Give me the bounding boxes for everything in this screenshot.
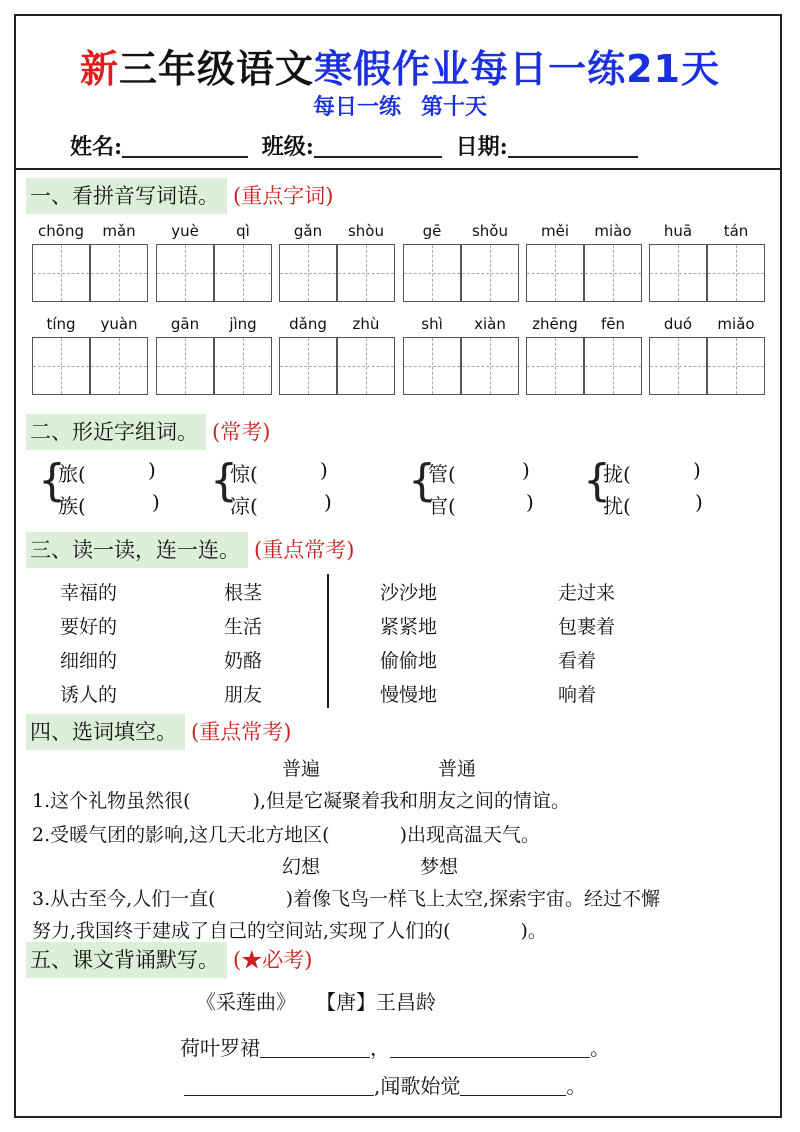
word-option: 幻想 [282, 856, 321, 878]
match-item: 紧紧地 [380, 616, 438, 638]
subtitle-day: 第十天 [421, 95, 488, 120]
title-black: 三年级语文 [119, 47, 315, 91]
header-divider [14, 168, 782, 170]
word-pair-top: 惊( ) [230, 458, 328, 486]
pinyin: tán [723, 222, 749, 240]
page-subtitle [0, 90, 800, 121]
section3-tag: (重点常考) [254, 538, 355, 562]
writing-box[interactable] [90, 244, 148, 302]
pinyin: dǎng [289, 315, 327, 333]
pinyin: xiàn [474, 315, 506, 333]
writing-box[interactable] [214, 244, 272, 302]
match-item: 响着 [558, 684, 597, 706]
answer-blank[interactable] [460, 1075, 566, 1096]
match-item: 奶酪 [224, 650, 263, 672]
match-item: 沙沙地 [380, 582, 438, 604]
pinyin: jìng [229, 315, 257, 333]
word-pair-bottom: 官( ) [428, 490, 534, 518]
writing-box[interactable] [156, 244, 214, 302]
pinyin: shòu [347, 222, 384, 240]
writing-box[interactable] [279, 244, 337, 302]
match-item: 看着 [558, 650, 597, 672]
brace-icon: { [210, 455, 238, 506]
poem-title: 《采莲曲》 【唐】王昌龄 [196, 990, 436, 1014]
fill-question-3: 3.从古至今,人们一直( )着像飞鸟一样飞上太空,探索宇宙。经过不懈 [32, 888, 661, 910]
match-divider [327, 574, 329, 708]
pinyin: gē [422, 222, 442, 240]
writing-box[interactable] [32, 244, 90, 302]
pinyin: shǒu [471, 222, 508, 240]
word-option: 普遍 [282, 758, 321, 780]
writing-box[interactable] [649, 244, 707, 302]
word-pair-bottom: 凉( ) [230, 490, 332, 518]
writing-box[interactable] [279, 337, 337, 395]
brace-icon: { [583, 455, 611, 506]
pinyin: gān [170, 315, 200, 333]
date-field[interactable] [508, 134, 638, 158]
section1-tag: (重点字词) [233, 184, 334, 208]
writing-box[interactable] [32, 337, 90, 395]
section5-heading [26, 942, 312, 978]
writing-box[interactable] [461, 244, 519, 302]
class-label: 班级: [261, 134, 314, 160]
section4-tag: (重点常考) [191, 720, 292, 744]
section2-tag: (常考) [212, 420, 271, 444]
section3-heading [26, 532, 354, 568]
match-item: 诱人的 [60, 684, 118, 706]
fill-question-3-cont: 努力,我国终于建成了自己的空间站,实现了人们的( )。 [32, 920, 547, 942]
class-field[interactable] [314, 134, 442, 158]
section1-title: 一、看拼音写词语。 [26, 178, 227, 214]
writing-box[interactable] [707, 244, 765, 302]
answer-blank[interactable] [184, 1075, 374, 1096]
writing-box[interactable] [214, 337, 272, 395]
pinyin: miào [594, 222, 632, 240]
date-label: 日期: [455, 134, 508, 160]
poem-line-1: 荷叶罗裙 ， 。 [180, 1036, 610, 1060]
answer-blank[interactable] [390, 1037, 590, 1058]
word-pair-top: 管( ) [428, 458, 530, 486]
title-red: 新 [80, 47, 120, 91]
fill-question-2: 2.受暖气团的影响,这几天北方地区( )出现高温天气。 [32, 824, 541, 846]
name-field[interactable] [122, 134, 248, 158]
section1-heading [26, 178, 333, 214]
name-label: 姓名: [70, 134, 123, 160]
writing-box[interactable] [649, 337, 707, 395]
pinyin: qì [236, 222, 250, 240]
pinyin: yuàn [100, 315, 138, 333]
section3-title: 三、读一读，连一连。 [26, 532, 248, 568]
pinyin: měi [540, 222, 569, 240]
match-item: 包裹着 [558, 616, 616, 638]
pinyin: fēn [600, 315, 626, 333]
pinyin: shì [421, 315, 443, 333]
pinyin: miǎo [717, 315, 755, 333]
section4-heading [26, 714, 291, 750]
writing-box[interactable] [403, 337, 461, 395]
word-option: 普通 [438, 758, 477, 780]
poem-author: 【唐】王昌龄 [316, 990, 436, 1014]
writing-box[interactable] [584, 244, 642, 302]
word-pair-top: 旅( ) [58, 458, 156, 486]
answer-blank[interactable] [260, 1037, 370, 1058]
writing-box[interactable] [403, 244, 461, 302]
match-item: 生活 [224, 616, 263, 638]
pinyin: gǎn [293, 222, 323, 240]
section5-tag: (★必考) [233, 948, 313, 972]
subtitle-daily: 每日一练 [312, 95, 401, 120]
writing-box[interactable] [90, 337, 148, 395]
writing-box[interactable] [156, 337, 214, 395]
section5-title: 五、课文背诵默写。 [26, 942, 227, 978]
word-pair-top: 拢( ) [603, 458, 701, 486]
word-option: 梦想 [420, 856, 459, 878]
match-item: 幸福的 [60, 582, 118, 604]
match-item: 走过来 [558, 582, 616, 604]
writing-box[interactable] [526, 244, 584, 302]
pinyin: duó [663, 315, 693, 333]
fill-question-1: 1.这个礼物虽然很( ),但是它凝聚着我和朋友之间的情谊。 [32, 790, 570, 812]
pinyin: zhēng [532, 315, 578, 333]
writing-box[interactable] [337, 244, 395, 302]
title-blue: 寒假作业每日一练21天 [314, 47, 720, 91]
writing-box[interactable] [707, 337, 765, 395]
word-pair-bottom: 族( ) [58, 490, 160, 518]
match-item: 根茎 [224, 582, 263, 604]
poem-line-2: ,闻歌始觉 。 [184, 1070, 586, 1099]
pinyin: yuè [171, 222, 199, 240]
match-item: 细细的 [60, 650, 118, 672]
student-info [70, 130, 644, 161]
section2-heading [26, 414, 270, 450]
match-item: 要好的 [60, 616, 118, 638]
pinyin: tíng [46, 315, 76, 333]
pinyin: huā [663, 222, 693, 240]
brace-icon: { [408, 455, 436, 506]
writing-box[interactable] [461, 337, 519, 395]
section2-title: 二、形近字组词。 [26, 414, 206, 450]
match-item: 慢慢地 [380, 684, 438, 706]
writing-box[interactable] [337, 337, 395, 395]
section4-title: 四、选词填空。 [26, 714, 185, 750]
page-title [0, 38, 800, 93]
pinyin: zhù [352, 315, 380, 333]
word-pair-bottom: 扰( ) [603, 490, 703, 518]
pinyin: chōng [38, 222, 84, 240]
match-item: 朋友 [224, 684, 263, 706]
writing-box[interactable] [526, 337, 584, 395]
writing-box[interactable] [584, 337, 642, 395]
brace-icon: { [38, 455, 66, 506]
match-item: 偷偷地 [380, 650, 438, 672]
pinyin: mǎn [102, 222, 136, 240]
